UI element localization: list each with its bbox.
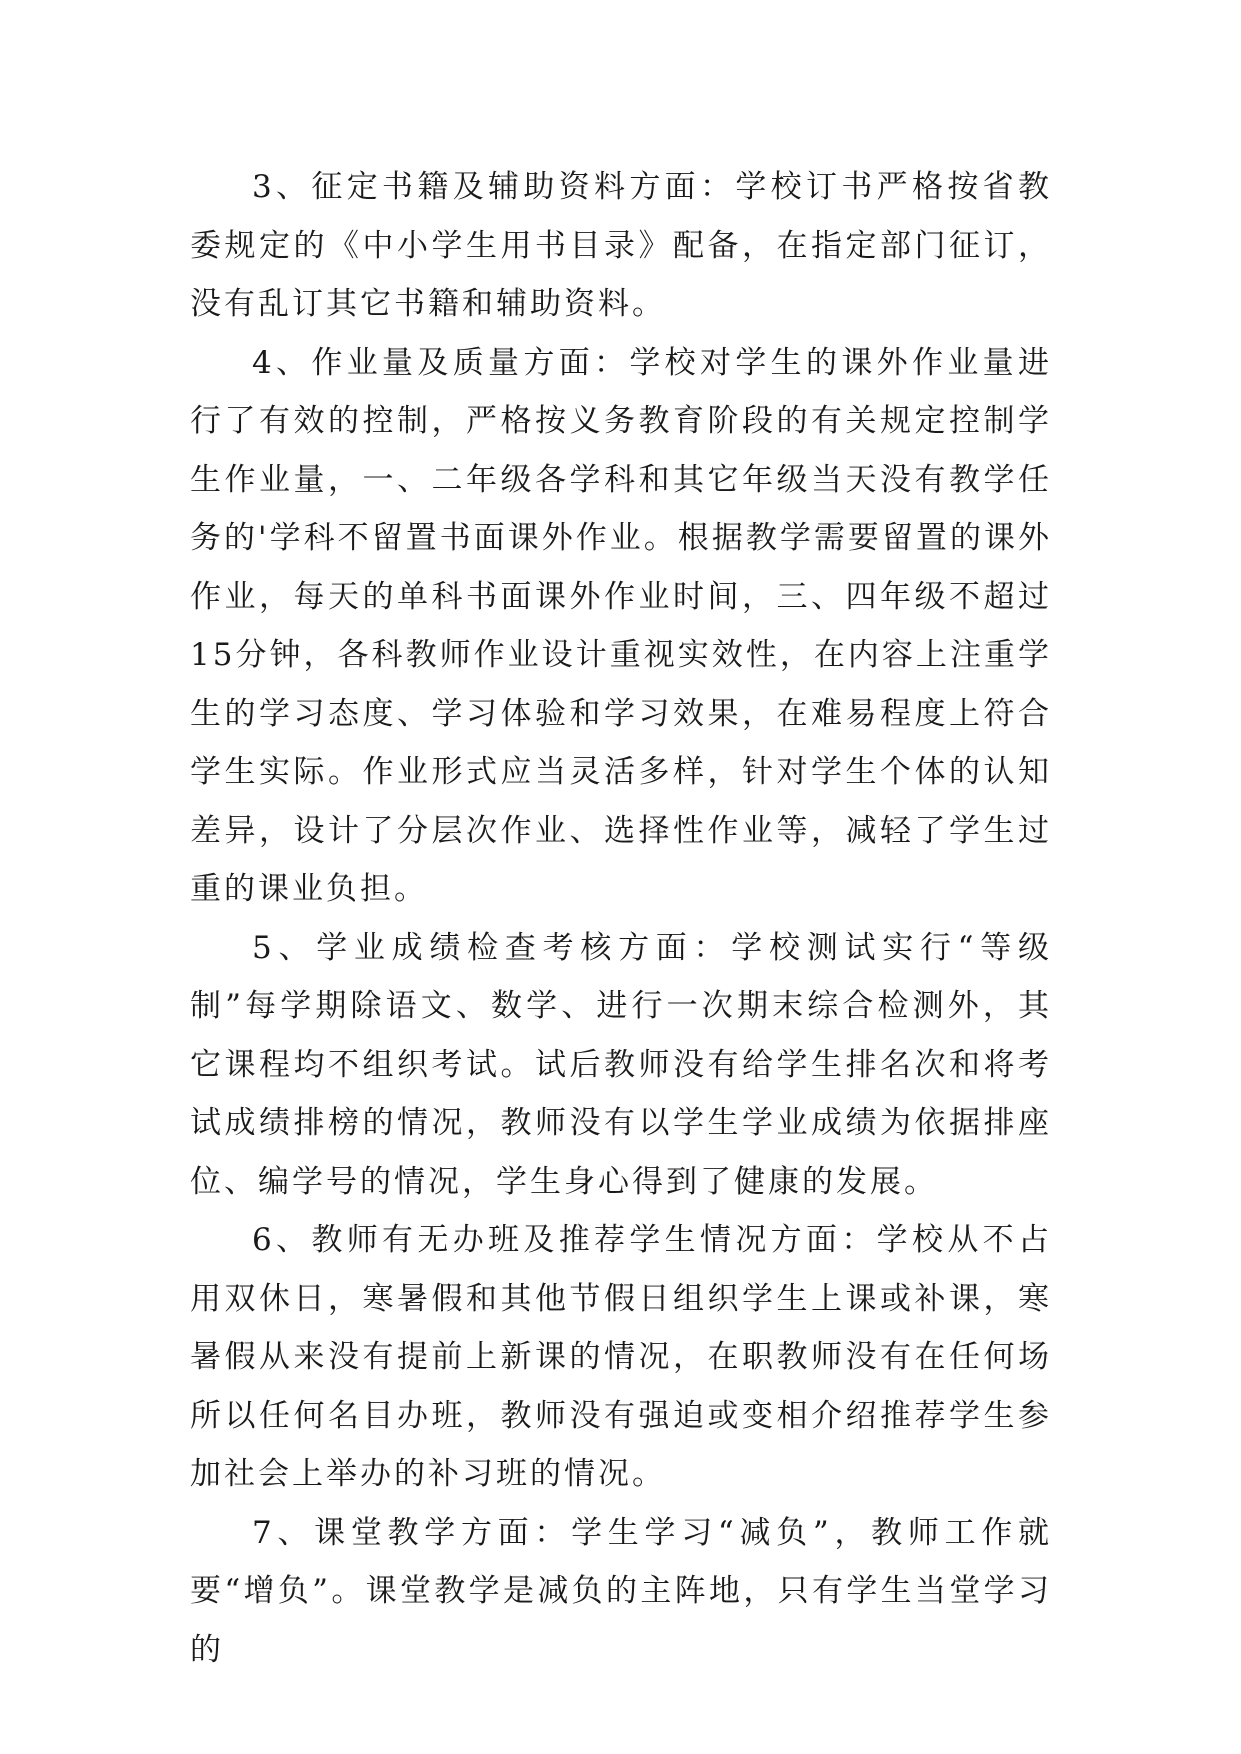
- paragraph-textbooks: 3、征定书籍及辅助资料方面：学校订书严格按省教委规定的《中小学生用书目录》配备，在指定部门征订，没有乱订其它书籍和辅助资料。: [190, 169, 1052, 322]
- paragraph-classroom: 7、课堂教学方面：学生学习“减负”，教师工作就要“增负”。课堂教学是减负的主阵地，只有学生当堂学习的: [190, 1514, 1052, 1668]
- document-body: [190, 158, 1052, 1679]
- paragraph-tutoring: 6、教师有无办班及推荐学生情况方面：学校从不占用双休日，寒暑假和其他节假日组织学生上课或补课，寒暑假从来没有提前上新课的情况，在职教师没有在任何场所以任何名目办班，教师没有强迫或变相介绍推荐学生参加社会上举办的补习班的情况。: [190, 1222, 1052, 1492]
- paragraph-assessment: 5、学业成绩检查考核方面：学校测试实行“等级制”每学期除语文、数学、进行一次期末综合检测外，其它课程均不组织考试。试后教师没有给学生排名次和将考试成绩排榜的情况，教师没有以学生学业成绩为依据排座位、编学号的情况，学生身心得到了健康的发展。: [190, 929, 1052, 1200]
- paragraph-homework: 4、作业量及质量方面：学校对学生的课外作业量进行了有效的控制，严格按义务教育阶段的有关规定控制学生作业量，一、二年级各学科和其它年级当天没有教学任务的'学科不留置书面课外作业。根据教学需要留置的课外作业，每天的单科书面课外作业时间，三、四年级不超过15分钟，各科教师作业设计重视实效性，在内容上注重学生的学习态度、学习体验和学习效果，在难易程度上符合学生实际。作业形式应当灵活多样，针对学生个体的认知差异，设计了分层次作业、选择性作业等，减轻了学生过重的课业负担。: [190, 344, 1052, 907]
